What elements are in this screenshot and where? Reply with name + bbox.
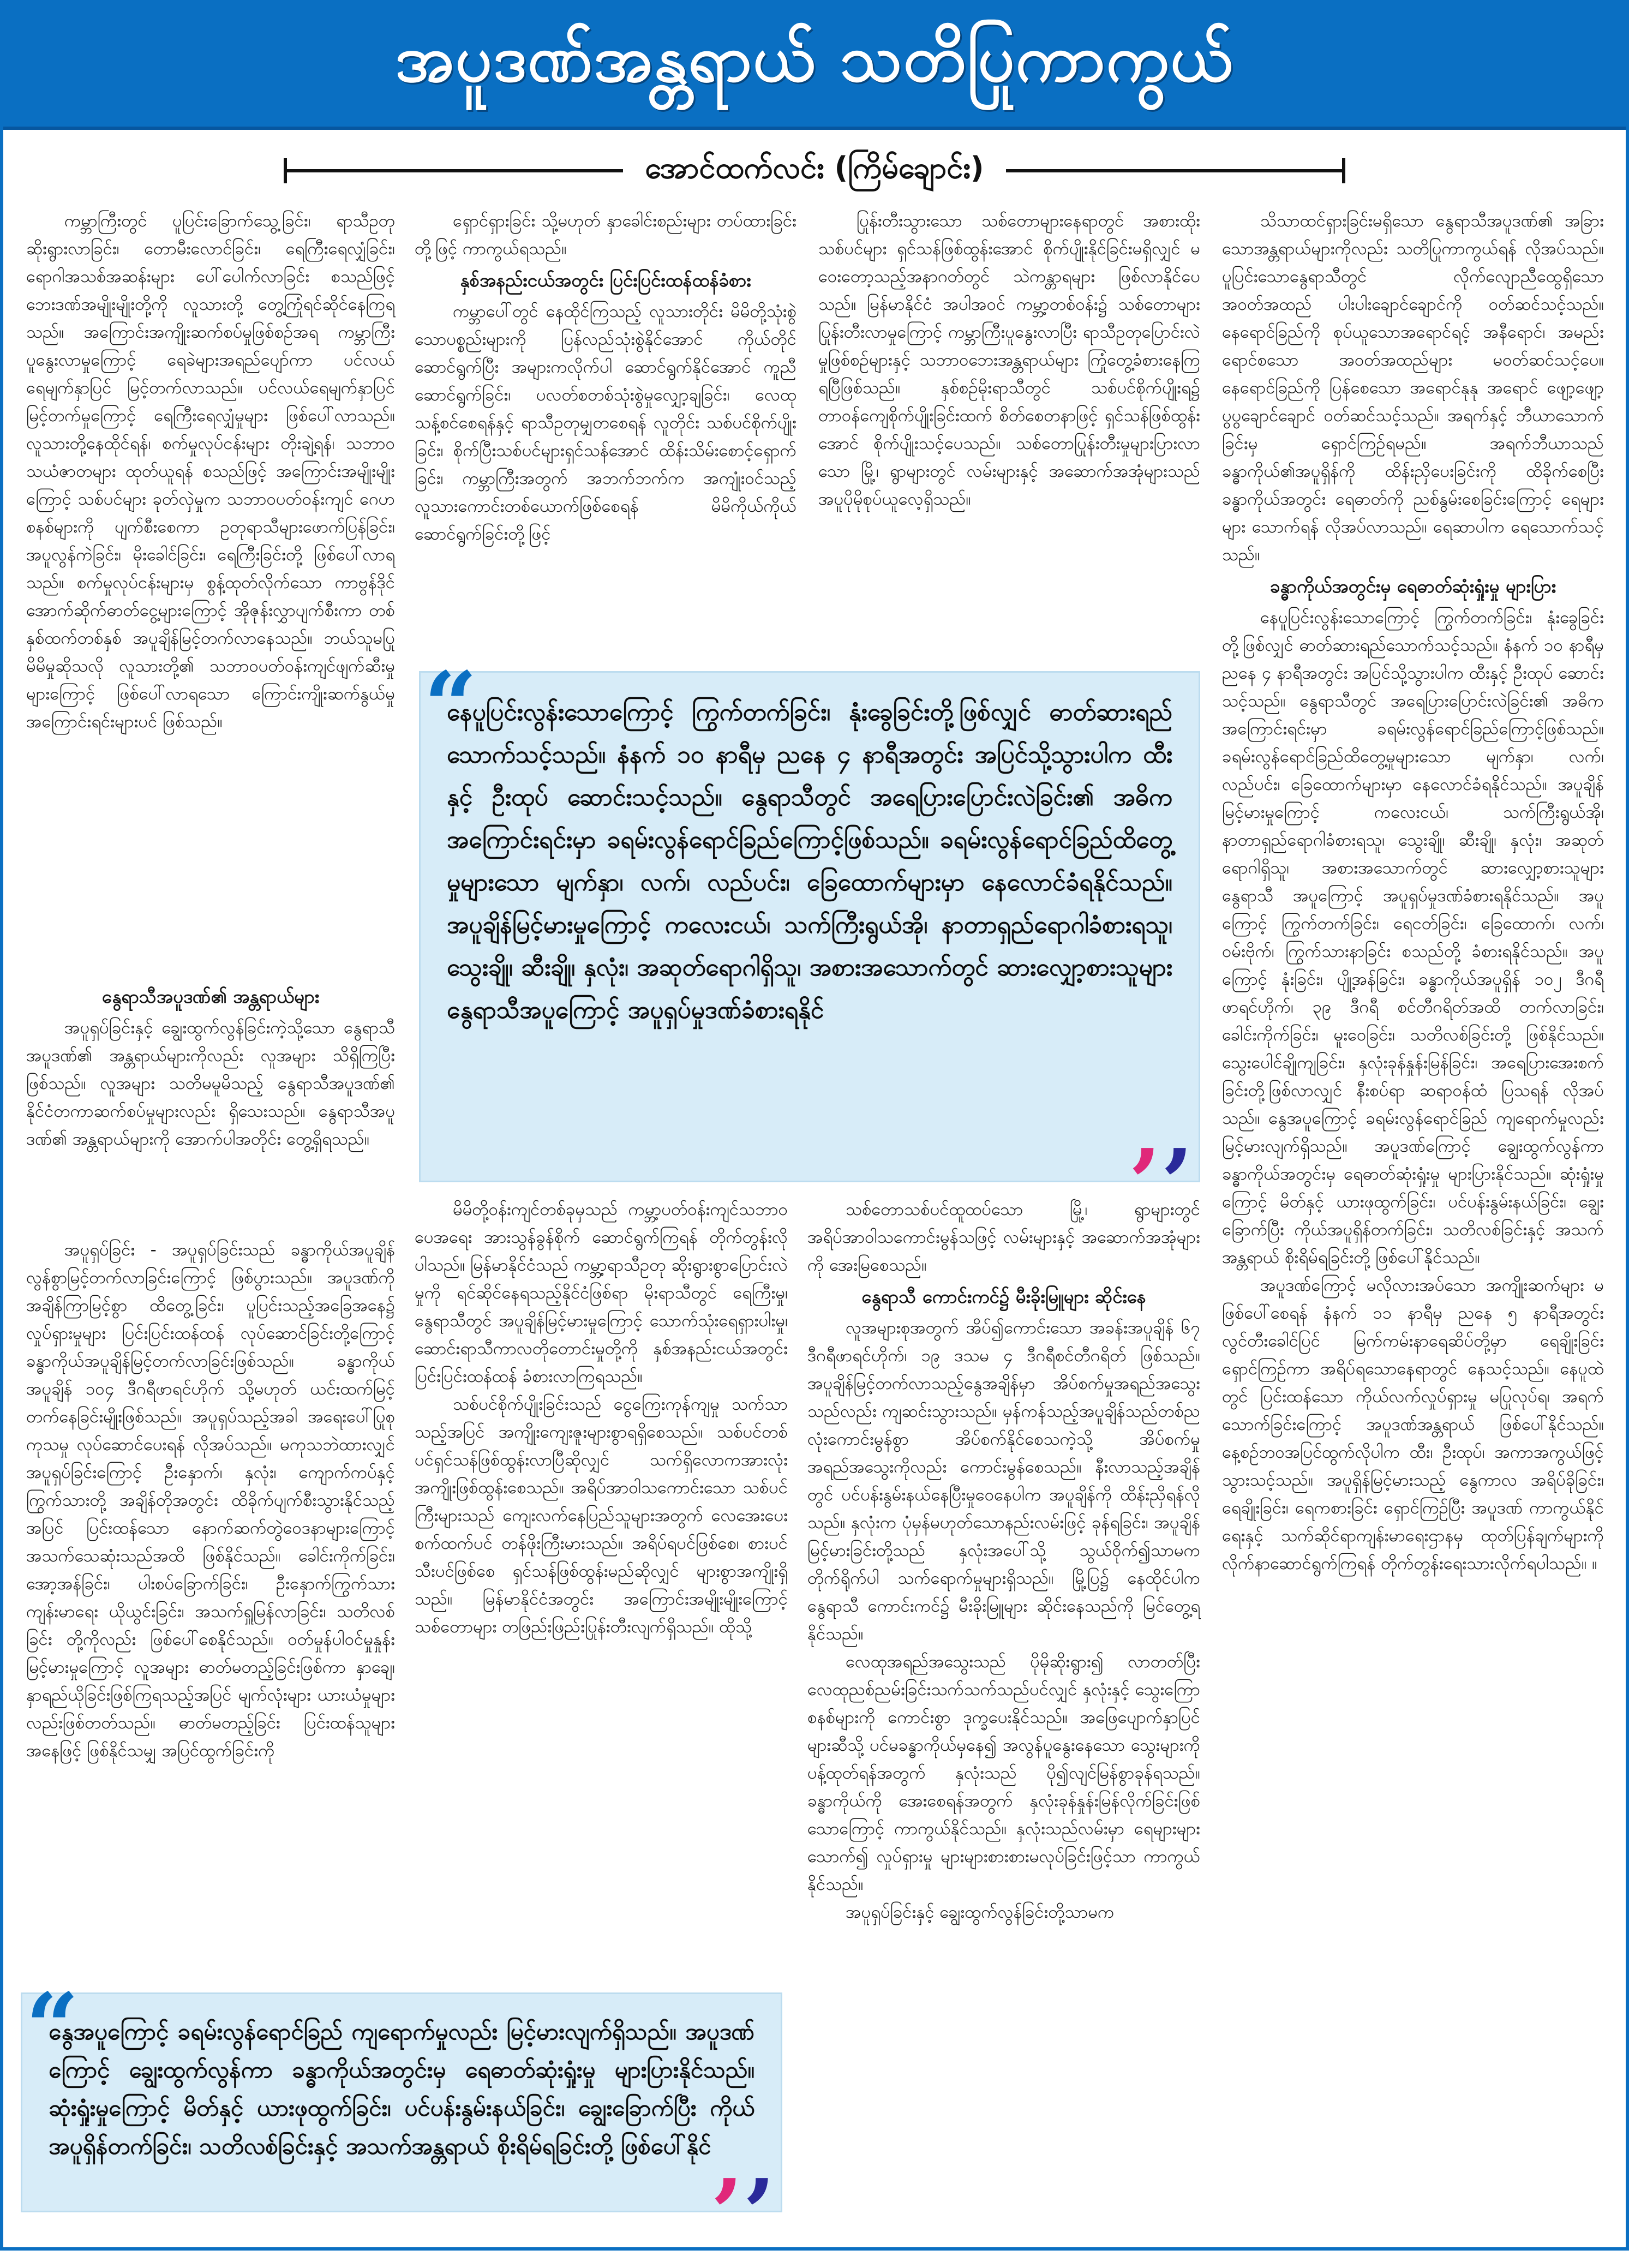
paragraph: နေပူပြင်းလွန်းသောကြောင့် ကြွက်တက်ခြင်း၊ နုံးခွေခြင်းတို့ဖြစ်လျှင် ဓာတ်ဆားရည်သောက်သင့်သည်။ နံနက် ၁၀ နာရီမှ ညနေ ၄ နာရီအတွင်း အပြင်သို့သွားပါက ထီးနှင့် ဦးထုပ် ဆောင်းသင့်သည်။ နွေရာသီတွင် အရေပြားပြောင်းလဲခြင်း၏ အဓိက အကြောင်းရင်းမှာ ခရမ်းလွန်ရောင်ခြည်ကြောင့်ဖြစ်သည်။ ခရမ်းလွန်ရောင်ခြည်ထိတွေ့မှုများသော မျက်နှာ၊ လက်၊ လည်ပင်း၊ ခြေထောက်များမှာ နေလောင်ခံရနိုင်သည်။ အပူချိန်မြင့်မားမှုကြောင့် ကလေးငယ်၊ သက်ကြီးရွယ်အို၊ နာတာရှည်ရောဂါခံစားရသူ၊ သွေးချို၊ ဆီးချို၊ နှလုံး၊ အဆုတ်ရောဂါရှိသူ၊ အစားအသောက်တွင် ဆားလျှော့စားသူများ နွေရာသီ အပူကြောင့် အပူရှပ်မှုဒဏ်ခံစားရနိုင်သည်။ အပူကြောင့် ကြွက်တက်ခြင်း၊ ရေငတ်ခြင်း၊ ခြေထောက်၊ လက်၊ ဝမ်းဗိုက်၊ ကြွက်သားနာခြင်း စသည်တို့ ခံစားရနိုင်သည်။ အပူကြောင့် နုံးခြင်း၊ ပျို့အန်ခြင်း၊ ခန္ဓာကိုယ်အပူရှိန် ၁၀၂ ဒီဂရီဖာရင်ဟိုက်၊ ၃၉ ဒီဂရီ စင်တီဂရိတ်အထိ တက်လာခြင်း၊ ခေါင်းကိုက်ခြင်း၊ မူးဝေခြင်း၊ သတိလစ်ခြင်းတို့ ဖြစ်နိုင်သည်။ သွေးပေါင်ချိုကျခြင်း၊ နှလုံးခုန်နှုန်းမြန်ခြင်း၊ အရေပြားအေးစက်ခြင်းတို့ဖြစ်လာလျှင် နီးစပ်ရာ ဆရာဝန်ထံ ပြသရန် လိုအပ်သည်။ နွေအပူကြောင့် ခရမ်းလွန်ရောင်ခြည် ကျရောက်မှုလည်း မြင့်မားလျက်ရှိသည်။ အပူဒဏ်ကြောင့် ချွေးထွက်လွန်ကာ ခန္ဓာကိုယ်အတွင်းမှ ရေဓာတ်ဆုံးရှုံးမှု များပြားနိုင်သည်။ ဆုံးရှုံးမှုကြောင့် မိတ်နှင့် ယားဖုထွက်ခြင်း၊ ပင်ပန်းနွမ်းနယ်ခြင်း၊ ချွေးခြောက်ပြီး ကိုယ်အပူရှိန်တက်ခြင်း၊ သတိလစ်ခြင်းနှင့် အသက်အန္တရာယ် စိုးရိမ်ရခြင်းတို့ ဖြစ်ပေါ်နိုင်သည်။ (1222, 608, 1604, 1267)
header-banner (3, 3, 1626, 130)
section-heading: ခန္ဓာကိုယ်အတွင်းမှ ရေဓာတ်ဆုံးရှုံးမှု များပြား (1269, 576, 1556, 597)
pull-quote-2 (21, 1973, 782, 2268)
byline-rule-right (1006, 169, 1345, 172)
pull-quote-text: နေပူပြင်းလွန်းသောကြောင့် ကြွက်တက်ခြင်း၊ နုံးခွေခြင်းတို့ဖြစ်လျှင် ဓာတ်ဆားရည်သောက်သင့်သည်။ နံနက် ၁၀ နာရီမှ ညနေ ၄ နာရီအတွင်း အပြင်သို့သွားပါက ထီးနှင့် ဦးထုပ် ဆောင်းသင့်သည်။ နွေရာသီတွင် အရေပြားပြောင်းလဲခြင်း၏ အဓိကအကြောင်းရင်းမှာ ခရမ်းလွန်ရောင်ခြည်ကြောင့်ဖြစ်သည်။ ခရမ်းလွန်ရောင်ခြည်ထိတွေ့မှုများသော မျက်နှာ၊ လက်၊ လည်ပင်း၊ ခြေထောက်များမှာ နေလောင်ခံရနိုင်သည်။ အပူချိန်မြင့်မားမှုကြောင့် ကလေးငယ်၊ သက်ကြီးရွယ်အို၊ နာတာရှည်ရောဂါခံစားရသူ၊ သွေးချို၊ ဆီးချို၊ နှလုံး၊ အဆုတ်ရောဂါရှိသူ၊ အစားအသောက်တွင် ဆားလျှော့စားသူများ နွေရာသီအပူကြောင့် အပူရှပ်မှုဒဏ်ခံစားရနိုင် (447, 698, 1172, 1024)
column-3-top (818, 207, 1200, 666)
paragraph: မိမိတို့ဝန်းကျင်တစ်ခုမှသည် ကမ္ဘာ့ပတ်ဝန်းကျင်သဘာဝပေအရေး အားသွန်ခွန်စိုက် ဆောင်ရွက်ကြရန် တိုက်တွန်းလိုပါသည်။ မြန်မာနိုင်ငံသည် ကမ္ဘာ့ရာသီဥတု ဆိုးရွားစွာပြောင်းလဲမှုကို ရင်ဆိုင်နေရသည့်နိုင်ငံဖြစ်ရာ မိုးရာသီတွင် ရေကြီးမှု၊ နွေရာသီတွင် အပူချိန်မြင့်မားမှုကြောင့် သောက်သုံးရေရှားပါးမှု၊ ဆောင်းရာသီကာလတိုတောင်းမှုတို့ကို နှစ်အနည်းငယ်အတွင်း ပြင်းပြင်းထန်ထန် ခံစားလာကြရသည်။ (415, 1200, 788, 1386)
paragraph: ရှောင်ရှားခြင်း သို့မဟုတ် နှာခေါင်းစည်းများ တပ်ထားခြင်းတို့ဖြင့် ကာကွယ်ရသည်။ (415, 211, 796, 259)
paragraph: လူအများစုအတွက် အိပ်၍ကောင်းသော အခန်းအပူချိန် ၆၇ ဒီဂရီဖာရင်ဟိုက်၊ ၁၉ ဒသမ ၄ ဒီဂရီစင်တီဂရိတ် ဖြစ်သည်။ အပူချိန်မြင့်တက်လာသည့်နွေအချိန်မှာ အိပ်စက်မှုအရည်အသွေးသည်လည်း ကျဆင်းသွားသည်။ မှန်ကန်သည့်အပူချိန်သည်တစ်ညလုံးကောင်းမွန်စွာ အိပ်စက်နိုင်စေသကဲ့သို့ အိပ်စက်မှုအရည်အသွေးကိုလည်း ကောင်းမွန်စေသည်။ နီးလာသည့်အချိန်တွင် ပင်ပန်းနွမ်းနယ်နေပြီးမှုဝေနေပါက အပူချိန်ကို ထိန်းညှိရန်လိုသည်။ နှလုံးက ပုံမှန်မဟုတ်သောနည်းလမ်းဖြင့် ခုန်ရခြင်း၊ အပူချိန်မြင့်မားခြင်းတို့သည် နှလုံးအပေါ်သို့ သွယ်ဝိုက်၍သာမက တိုက်ရိုက်ပါ သက်ရောက်မှုများရှိသည်။ မြို့ပြ၌ နေထိုင်ပါက နွေရာသီ ကောင်းကင်၌ မီးခိုးမြူများ ဆိုင်းနေသည်ကို မြင်တွေ့ရနိုင်သည်။ (807, 1318, 1200, 1644)
paragraph: လေထုအရည်အသွေးသည် ပိုမိုဆိုးရွား၍ လာတတ်ပြီး လေထုညစ်ညမ်းခြင်းသက်သက်သည်ပင်လျှင် နှလုံးနှင့် သွေးကြောစနစ်များကို ကောင်းစွာ ဒုက္ခပေးနိုင်သည်။ အဖြေပျောက်နှာပြင်များဆီသို့ ပင်မခန္ဓာကိုယ်မှနေ၍ အလွန်ပူနွေးနေသော သွေးများကို ပန့်ထုတ်ရန်အတွက် နှလုံးသည် ပို၍လျင်မြန်စွာခုန်ရသည်။ ခန္ဓာကိုယ်ကို အေးစေရန်အတွက် နှလုံးခုန်နှုန်းမြန်လိုက်ခြင်းဖြစ်သောကြောင့် ကာကွယ်နိုင်သည်။ နှလုံးသည်လမ်းမှာ ရေများများ သောက်၍ လှုပ်ရှားမှု များများစားစားမလုပ်ခြင်းဖြင့်သာ ကာကွယ်နိုင်သည်။ (807, 1652, 1200, 1894)
paragraph: သစ်ပင်စိုက်ပျိုးခြင်းသည် ငွေကြေးကုန်ကျမှု သက်သာသည့်အပြင် အကျိုးကျေးဇူးများစွာရရှိစေသည်။ သစ်ပင်တစ်ပင်ရှင်သန်ဖြစ်ထွန်းလာပြီဆိုလျှင် သက်ရှိလောကအားလုံး အကျိုးဖြစ်ထွန်းစေသည်။ အရိပ်အာဝါသကောင်းသော သစ်ပင်ကြီးများသည် ကျေးလက်နေပြည်သူများအတွက် လေအေးပေးစက်ထက်ပင် တန်ဖိုးကြီးမားသည်။ အရိပ်ရပင်ဖြစ်စေ၊ စားပင်သီးပင်ဖြစ်စေ ရှင်သန်ဖြစ်ထွန်းမည်ဆိုလျှင် များစွာအကျိုးရှိသည်။ မြန်မာနိုင်ငံအတွင်း အကြောင်းအမျိုးမျိုးကြောင့် သစ်တောများ တဖြည်းဖြည်းပြုန်းတီးလျက်ရှိသည်။ ထိုသို့ (415, 1395, 788, 1637)
section-heading: နွေရာသီအပူဒဏ်၏ အန္တရာယ်များ (101, 986, 320, 1007)
column-4 (1222, 207, 1604, 2226)
paragraph: အပူရှပ်ခြင်း - အပူရှပ်ခြင်းသည် ခန္ဓာကိုယ်အပူချိန် လွန်စွာမြင့်တက်လာခြင်းကြောင့် ဖြစ်ပွားသည်။ အပူဒဏ်ကို အချိန်ကြာမြင့်စွာ ထိတွေ့ခြင်း၊ ပူပြင်းသည့်အခြေအနေ၌ လှုပ်ရှားမှုများ ပြင်းပြင်းထန်ထန် လုပ်ဆောင်ခြင်းတို့ကြောင့် ခန္ဓာကိုယ်အပူချိန်မြင့်တက်လာခြင်းဖြစ်သည်။ ခန္ဓာကိုယ် အပူချိန် ၁၀၄ ဒီဂရီဖာရင်ဟိုက် သို့မဟုတ် ယင်းထက်မြင့်တက်နေခြင်းမျိုးဖြစ်သည်။ အပူရှပ်သည့်အခါ အရေးပေါ်ပြုစုကုသမှု လုပ်ဆောင်ပေးရန် လိုအပ်သည်။ မကုသဘဲထားလျှင် အပူရှပ်ခြင်းကြောင့် ဦးနှောက်၊ နှလုံး၊ ကျောက်ကပ်နှင့် ကြွက်သားတို့ အချိန်တိုအတွင်း ထိခိုက်ပျက်စီးသွားနိုင်သည့်အပြင် ပြင်းထန်သော နောက်ဆက်တွဲဝေဒနာများကြောင့် အသက်သေဆုံးသည်အထိ ဖြစ်နိုင်သည်။ ခေါင်းကိုက်ခြင်း၊ အော့အန်ခြင်း၊ ပါးစပ်ခြောက်ခြင်း၊ ဦးနှောက်ကြွက်သားကျန်းမာရေး ယိုယွင်းခြင်း၊ အသက်ရှူမြန်လာခြင်း၊ သတိလစ်ခြင်း တို့ကိုလည်း ဖြစ်ပေါ်စေနိုင်သည်။ ဝတ်မှုန်ပါဝင်မှုနှုန်း မြင့်မားမှုကြောင့် လူအများ ဓာတ်မတည့်ခြင်းဖြစ်ကာ နှာချေ၊ နှာရည်ယိုခြင်းဖြစ်ကြရသည့်အပြင် မျက်လုံးများ ယားယံမှုများ လည်းဖြစ်တတ်သည်။ ဓာတ်မတည့်ခြင်း ပြင်းထန်သူများအနေဖြင့် ဖြစ်နိုင်သမျှ အပြင်ထွက်ခြင်းကို (26, 1240, 395, 1761)
close-quote-icon: ’’ (1128, 1129, 1193, 1238)
paragraph: ကမ္ဘာကြီးတွင် ပူပြင်းခြောက်သွေ့ခြင်း၊ ရာသီဥတုဆိုးရွားလာခြင်း၊ တောမီးလောင်ခြင်း၊ ရေကြီးရေလျှံခြင်း၊ ရောဂါအသစ်အဆန်းများ ပေါ်ပေါက်လာခြင်း စသည်ဖြင့် ဘေးဒဏ်အမျိုးမျိုးတို့ကို လူသားတို့ တွေ့ကြုံရင်ဆိုင်နေကြရသည်။ အကြောင်းအကျိုးဆက်စပ်မှုဖြစ်စဉ်အရ ကမ္ဘာကြီးပူနွေးလာမှုကြောင့် ရေခဲများအရည်ပျော်ကာ ပင်လယ်ရေမျက်နှာပြင် မြင့်တက်လာသည်။ ပင်လယ်ရေမျက်နှာပြင်မြင့်တက်မှုကြောင့် ရေကြီးရေလျှံမှုများ ဖြစ်ပေါ်လာသည်။ လူသားတို့နေထိုင်ရန်၊ စက်မှုလုပ်ငန်းများ တိုးချဲ့ရန်၊ သဘာဝသယံဇာတများ ထုတ်ယူရန် စသည်ဖြင့် အကြောင်းအမျိုးမျိုးကြောင့် သစ်ပင်များ ခုတ်လှဲမှုက သဘာဝပတ်ဝန်းကျင် ဂေဟစနစ်များကို ပျက်စီးစေကာ ဥတုရာသီများဖောက်ပြန်ခြင်း၊ အပူလွန်ကဲခြင်း၊ မိုးခေါင်ခြင်း၊ ရေကြီးခြင်းတို့ ဖြစ်ပေါ်လာရသည်။ စက်မှုလုပ်ငန်းများမှ စွန့်ထုတ်လိုက်သော ကာဗွန်ဒိုင်အောက်ဆိုက်ဓာတ်ငွေ့များကြောင့် အိုဇုန်းလွှာပျက်စီးကာ တစ်နှစ်ထက်တစ်နှစ် အပူချိန်မြင့်တက်လာနေသည်။ ဘယ်သူမပြု မိမိမှုဆိုသလို လူသားတို့၏ သဘာဝပတ်ဝန်းကျင်ဖျက်ဆီးမှုများကြောင့် ဖြစ်ပေါ်လာရသော ကြောင်းကျိုးဆက်နွယ်မှု အကြောင်းရင်းများပင် ဖြစ်သည်။ (26, 211, 395, 732)
paragraph: ပြုန်းတီးသွားသော သစ်တောများနေရာတွင် အစားထိုးသစ်ပင်များ ရှင်သန်ဖြစ်ထွန်းအောင် စိုက်ပျိုးနိုင်ခြင်းမရှိလျှင် မဝေးတော့သည့်အနာဂတ်တွင် သဲကန္တာရများ ဖြစ်လာနိုင်ပေသည်။ မြန်မာနိုင်ငံ အပါအဝင် ကမ္ဘာ့တစ်ဝန်း၌ သစ်တောများပြုန်းတီးလာမှုကြောင့် ကမ္ဘာကြီးပူနွေးလာပြီး ရာသီဥတုပြောင်းလဲမှုဖြစ်စဉ်များနှင့် သဘာဝဘေးအန္တရာယ်များ ကြုံတွေ့ခံစားနေကြရပြီဖြစ်သည်။ နှစ်စဉ်မိုးရာသီတွင် သစ်ပင်စိုက်ပျိုးရ၌ တာဝန်ကျေစိုက်ပျိုးခြင်းထက် စိတ်စေတနာဖြင့် ရှင်သန်ဖြစ်ထွန်းအောင် စိုက်ပျိုးသင့်ပေသည်။ သစ်တောပြုန်းတီးမှုများပြားလာသော မြို့၊ ရွာများတွင် လမ်းများနှင့် အဆောက်အအုံများသည် အပူပိုမိုစုပ်ယူလေ့ရှိသည်။ (818, 211, 1200, 509)
paragraph: သစ်တောသစ်ပင်ထူထပ်သော မြို့၊ ရွာများတွင် အရိပ်အာဝါသကောင်းမွန်သဖြင့် လမ်းများနှင့် အဆောက်အအုံများကို အေးမြစေသည်။ (807, 1200, 1200, 1275)
page-title: အပူဒဏ်အန္တရာယ် သတိပြုကာကွယ် (395, 21, 1234, 96)
open-quote-icon: “ (26, 1973, 79, 2082)
paragraph: အပူရှပ်ခြင်းနှင့် ချွေးထွက်လွန်ခြင်းတို့သာမက (846, 1902, 1115, 1922)
section-heading: နွေရာသီ ကောင်းကင်၌ မီးခိုးမြူများ ဆိုင်းနေ (861, 1286, 1146, 1307)
column-1-mid (26, 979, 395, 1233)
byline (284, 146, 1345, 195)
paragraph: သိသာထင်ရှားခြင်းမရှိသော နွေရာသီအပူဒဏ်၏ အခြားသောအန္တရာယ်များကိုလည်း သတိပြုကာကွယ်ရန် လိုအပ်သည်။ ပူပြင်းသောနွေရာသီတွင် လိုက်လျောညီထွေရှိသော အဝတ်အထည် ပါးပါးချောင်ချောင်ကို ဝတ်ဆင်သင့်သည်။ နေရောင်ခြည်ကို စုပ်ယူသောအရောင်ရင့် အနီရောင်၊ အမည်းရောင်စသော အဝတ်အထည်များ မဝတ်ဆင်သင့်ပေ။ နေရောင်ခြည်ကို ပြန်စေသော အရောင်နုနု အရောင် ဖျော့ဖျော့ ပွပွချောင်ချောင် ဝတ်ဆင်သင့်သည်။ အရက်နှင့် ဘီယာသောက်ခြင်းမှ ရှောင်ကြဉ်ရမည်။ အရက်ဘီယာသည် ခန္ဓာကိုယ်၏အပူရှိန်ကို ထိန်းညှိပေးခြင်းကို ထိခိုက်စေပြီး ခန္ဓာကိုယ်အတွင်း ရေဓာတ်ကို ညစ်နွမ်းစေခြင်းကြောင့် ရေများများ သောက်ရန် လိုအပ်လာသည်။ ရေဆာပါက ရေသောက်သင့်သည်။ (1222, 211, 1604, 565)
close-quote-icon: ’’ (710, 2159, 775, 2268)
open-quote-icon: “ (424, 651, 477, 761)
pull-quote-text: နွေအပူကြောင့် ခရမ်းလွန်ရောင်ခြည် ကျရောက်မှုလည်း မြင့်မားလျက်ရှိသည်။ အပူဒဏ်ကြောင့် ချွေးထွက်လွန်ကာ ခန္ဓာကိုယ်အတွင်းမှ ရေဓာတ်ဆုံးရှုံးမှု များပြားနိုင်သည်။ ဆုံးရှုံးမှုကြောင့် မိတ်နှင့် ယားဖုထွက်ခြင်း၊ ပင်ပန်းနွမ်းနယ်ခြင်း၊ ချွေးခြောက်ပြီး ကိုယ်အပူရှိန်တက်ခြင်း၊ သတိလစ်ခြင်းနှင့် အသက်အန္တရာယ် စိုးရိမ်ရခြင်းတို့ ဖြစ်ပေါ်နိုင် (49, 2018, 754, 2159)
section-heading: နှစ်အနည်းငယ်အတွင်း ပြင်းပြင်းထန်ထန်ခံစား (460, 270, 751, 291)
column-1-top (26, 207, 395, 977)
column-1-bottom (26, 1236, 395, 1985)
paragraph: အပူရှပ်ခြင်းနှင့် ချွေးထွက်လွန်ခြင်းကဲ့သို့သော နွေရာသီအပူဒဏ်၏ အန္တရာယ်များကိုလည်း လူအများ သိရှိကြပြီး ဖြစ်သည်။ လူအများ သတိမမူမိသည့် နွေရာသီအပူဒဏ်၏ နိုင်ငံတကာဆက်စပ်မှုများလည်း ရှိသေးသည်။ နွေရာသီအပူဒဏ်၏ အန္တရာယ်များကို အောက်ပါအတိုင်း တွေ့ရှိရသည်။ (26, 1018, 395, 1149)
author-name: အောင်ထက်လင်း (ကြိမ်ချောင်း) (645, 150, 984, 185)
column-3-bottom (807, 1196, 1200, 2227)
paragraph: ကမ္ဘာပေါ်တွင် နေထိုင်ကြသည့် လူသားတိုင်း မိမိတို့သုံးစွဲသောပစ္စည်းများကို ပြန်လည်သုံးစွဲနိုင်အောင် ကိုယ်တိုင်ဆောင်ရွက်ပြီး အများကလိုက်ပါ ဆောင်ရွက်နိုင်အောင် ကူညီဆောင်ရွက်ခြင်း၊ ပလတ်စတစ်သုံးစွဲမှုလျှော့ချခြင်း၊ လေထုသန့်စင်စေရန်နှင့် ရာသီဥတုမျှတစေရန် လူတိုင်း သစ်ပင်စိုက်ပျိုးခြင်း၊ စိုက်ပြီးသစ်ပင်များရှင်သန်အောင် ထိန်းသိမ်းစောင့်ရှောက်ခြင်း၊ ကမ္ဘာကြီးအတွက် အဘက်ဘက်က အကျုံးဝင်သည့်လူသားကောင်းတစ်ယောက်ဖြစ်စေရန် မိမိကိုယ်ကိုယ်ဆောင်ရွက်ခြင်းတို့ဖြင့် (415, 302, 796, 544)
column-2-top (415, 207, 796, 666)
paragraph: အပူဒဏ်ကြောင့် မလိုလားအပ်သော အကျိုးဆက်များ မဖြစ်ပေါ်စေရန် နံနက် ၁၁ နာရီမှ ညနေ ၅ နာရီအတွင်း လွင်တီးခေါင်ပြင် မြက်ကမ်းနာရေဆိပ်တို့မှာ ရေချိုးခြင်းရှောင်ကြဉ်ကာ အရိပ်ရသောနေရာတွင် နေသင့်သည်။ နေပူထဲတွင် ပြင်းထန်သော ကိုယ်လက်လှုပ်ရှားမှု မပြုလုပ်ရ၊ အရက်သောက်ခြင်းကြောင့် အပူဒဏ်အန္တရာယ် ဖြစ်ပေါ်နိုင်သည်။ နေ့စဉ်ဘဝအပြင်ထွက်လိုပါက ထီး၊ ဦးထုပ်၊ အကာအကွယ်ဖြင့် သွားသင့်သည်။ အပူရှိန်မြင့်မားသည့် နွေကာလ အရိပ်ခိုခြင်း၊ ရေချိုးခြင်း၊ ရေကစားခြင်း ရှောင်ကြဉ်ပြီး အပူဒဏ် ကာကွယ်နိုင်ရေးနှင့် သက်ဆိုင်ရာကျန်းမာရေးဌာနမှ ထုတ်ပြန်ချက်များကို လိုက်နာဆောင်ရွက်ကြရန် တိုက်တွန်းရေးသားလိုက်ရပါသည်။ ။ (1222, 1276, 1604, 1573)
column-2-bottom (415, 1196, 788, 1965)
byline-rule-left (284, 169, 623, 172)
